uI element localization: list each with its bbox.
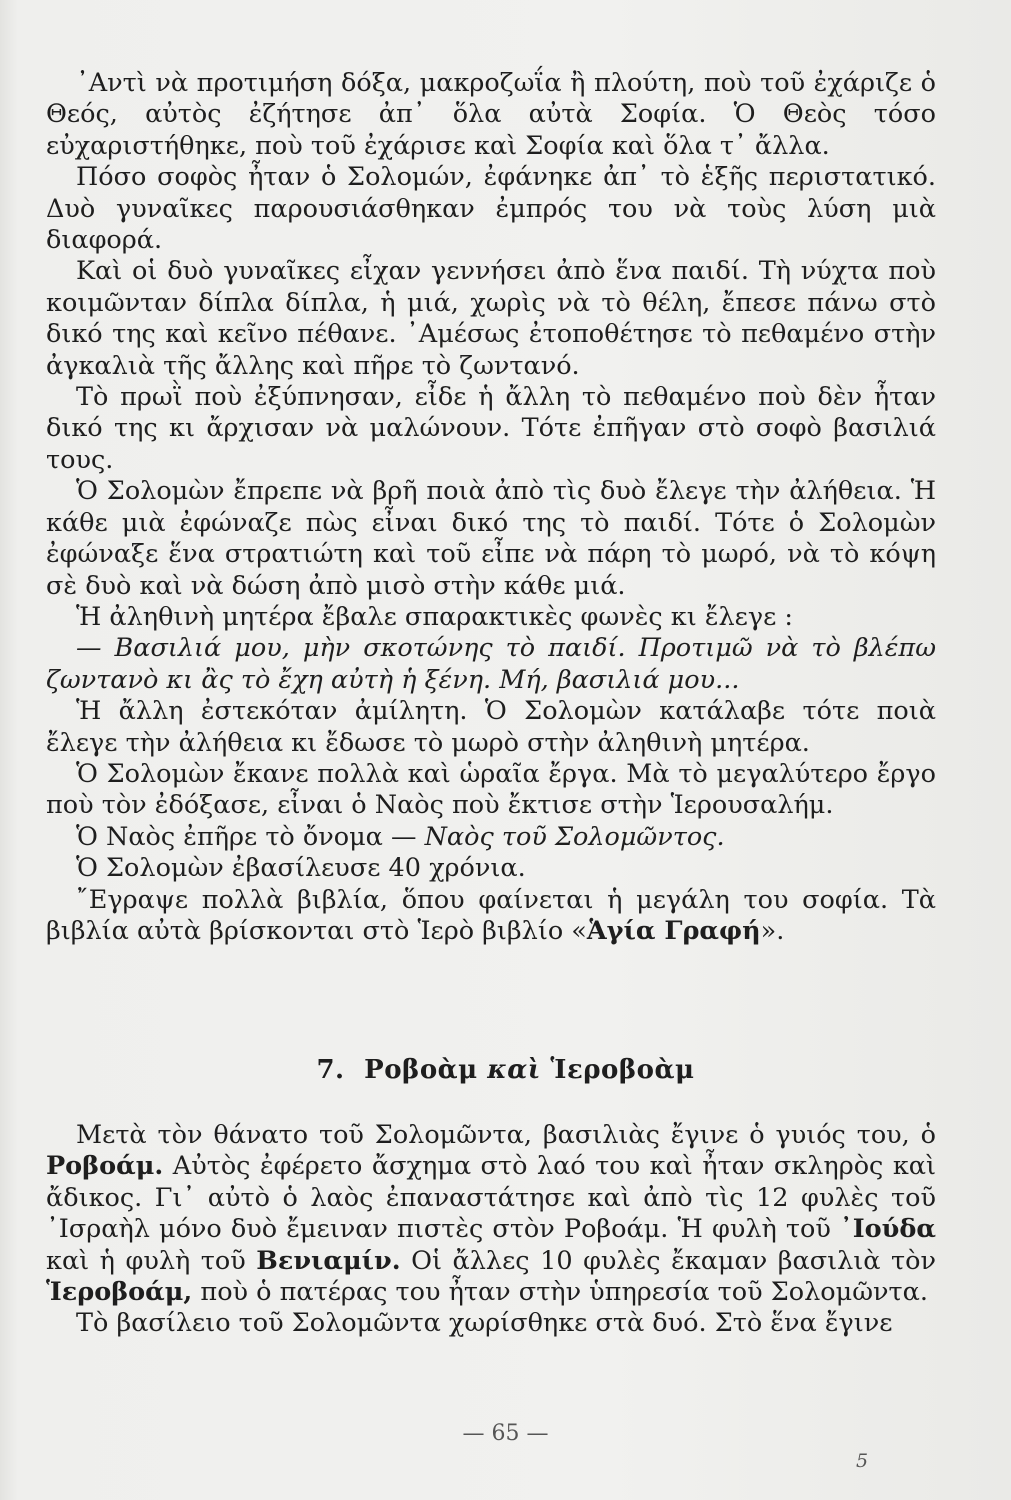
- paragraph: ᾿Αντὶ νὰ προτιμήση δόξα, μακροζωΐα ἢ πλούτη, ποὺ τοῦ ἐχάριζε ὁ Θεός, αὐτὸς ἐζήτησε ἀπ᾿ ὅλα αὐτὰ Σοφία. Ὁ Θεὸς τόσο εὐχαριστήθηκε, ποὺ τοῦ ἐχάρισε καὶ Σοφία καὶ ὅλα τ᾿ ἄλλα.: [46, 68, 936, 161]
- paragraph: Καὶ οἱ δυὸ γυναῖκες εἶχαν γεννήσει ἀπὸ ἕνα παιδί. Τὴ νύχτα ποὺ κοιμῶνταν δίπλα δίπλα, ἡ μιά, χωρὶς νὰ τὸ θέλη, ἔπεσε πάνω στὸ δικό της καὶ κεῖνο πέθανε. ᾿Αμέσως ἐτοποθέτησε τὸ πεθαμένο στὴν ἀγκαλιὰ τῆς ἄλλης καὶ πῆρε τὸ ζωντανό.: [46, 256, 936, 381]
- holy-bible-title: Ἁγία Γραφή: [586, 915, 761, 946]
- quoted-speech: — Βασιλιά μου, μὴν σκοτώνης τὸ παιδί. Προτιμῶ νὰ τὸ βλέπω ζωντανὸ κι ἂς τὸ ἔχη αὐτὴ ἡ ξένη. Μή, βασιλιά μου...: [46, 633, 936, 695]
- name-judah: ᾿Ιούδα: [839, 1214, 936, 1245]
- closing-quote: ».: [760, 915, 785, 946]
- paragraph: Ὁ Σολομὼν ἐβασίλευσε 40 χρόνια.: [76, 853, 526, 884]
- name-benjamin: Βενιαμίν.: [256, 1245, 401, 1276]
- paragraph: [46, 1120, 936, 1308]
- main-text-block: [46, 68, 936, 947]
- text-run: Αὐτὸς ἐφέρετο ἄσχημα στὸ λαό του καὶ ἦταν σκληρὸς καὶ ἄδικος. Γι᾿ αὐτὸ ὁ λαὸς ἐπαναστάτησε καὶ ἀπὸ τὶς 12 φυλὲς τοῦ ᾿Ισραὴλ μόνο δυὸ ἔμειναν πιστὲς στὸν Ροβοάμ. Ἡ φυλὴ τοῦ: [46, 1151, 936, 1245]
- text-run: καὶ ἡ φυλὴ τοῦ: [46, 1245, 257, 1276]
- paragraph: Ἡ ἄλλη ἐστεκόταν ἀμίλητη. Ὁ Σολομὼν κατάλαβε τότε ποιὰ ἔλεγε τὴν ἀλήθεια κι ἔδωσε τὸ μωρὸ στὴν ἀληθινὴ μητέρα.: [46, 696, 936, 758]
- chapter-heading: [0, 1055, 1011, 1085]
- paragraph: Ἡ ἀληθινὴ μητέρα ἔβαλε σπαρακτικὲς φωνὲς κι ἔλεγε :: [76, 601, 794, 632]
- page-number: — 65 —: [462, 1421, 549, 1446]
- signature-mark: 5: [856, 1450, 869, 1472]
- section-text-block: [46, 1120, 936, 1340]
- paragraph: Τὸ βασίλειο τοῦ Σολομῶντα χωρίσθηκε στὰ δυό. Στὸ ἕνα ἔγινε: [76, 1308, 893, 1339]
- paragraph: Ὁ Σολομὼν ἔκανε πολλὰ καὶ ὡραῖα ἔργα. Μὰ τὸ μεγαλύτερο ἔργο ποὺ τὸν ἐδόξασε, εἶναι ὁ Ναὸς ποὺ ἔκτισε στὴν Ἱερουσαλήμ.: [46, 758, 936, 821]
- paragraph: Ὁ Σολομὼν ἔπρεπε νὰ βρῆ ποιὰ ἀπὸ τὶς δυὸ ἔλεγε τὴν ἀλήθεια. Ἡ κάθε μιὰ ἐφώναζε πὼς εἶναι δικό της τὸ παιδί. Τότε ὁ Σολομὼν ἐφώναξε ἕνα στρατιώτη καὶ τοῦ εἶπε νὰ πάρη τὸ μωρό, νὰ τὸ κόψη σὲ δυὸ καὶ νὰ δώση ἀπὸ μισὸ στὴν κάθε μιά.: [46, 476, 936, 601]
- temple-name: Ναὸς τοῦ Σολομῶντος.: [424, 821, 725, 852]
- text-run: Μετὰ τὸν θάνατο τοῦ Σολομῶντα, βασιλιὰς ἔγινε ὁ γυιός του, ὁ: [76, 1120, 936, 1150]
- paragraph-text: Ὁ Ναὸς ἐπῆρε τὸ ὄνομα —: [76, 821, 417, 852]
- heading-conjunction: καὶ: [487, 1055, 541, 1085]
- paragraph: [46, 822, 936, 853]
- paragraph-text: ῎Εγραψε πολλὰ βιβλία, ὅπου φαίνεται ἡ μεγάλη του σοφία. Τὰ βιβλία αὐτὰ βρίσκονται στὸ Ἱερὸ βιβλίο «: [46, 884, 936, 946]
- heading-part: Ροβοὰμ: [364, 1055, 478, 1085]
- name-jeroboam: Ἱεροβοάμ,: [46, 1277, 193, 1308]
- paragraph: Τὸ πρωῒ ποὺ ἐξύπνησαν, εἶδε ἡ ἄλλη τὸ πεθαμένο ποὺ δὲν ἦταν δικό της κι ἄρχισαν νὰ μαλώνουν. Τότε ἐπῆγαν στὸ σοφὸ βασιλιά τους.: [46, 382, 936, 475]
- paragraph: Πόσο σοφὸς ἦταν ὁ Σολομών, ἐφάνηκε ἀπ᾿ τὸ ἑξῆς περιστατικό. Δυὸ γυναῖκες παρουσιάσθηκαν ἐμπρός του νὰ τοὺς λύση μιὰ διαφορά.: [46, 162, 936, 256]
- name-rehoboam: Ροβοάμ.: [46, 1151, 164, 1182]
- paragraph: [46, 885, 936, 948]
- text-run: Οἱ ἄλλες 10 φυλὲς ἔκαμαν βασιλιὰ τὸν: [400, 1245, 936, 1276]
- heading-part: Ἱεροβοὰμ: [550, 1055, 695, 1085]
- text-run: ποὺ ὁ πατέρας του ἦταν στὴν ὑπηρεσία τοῦ Σολομῶντα.: [192, 1277, 928, 1308]
- chapter-number: 7.: [316, 1055, 345, 1085]
